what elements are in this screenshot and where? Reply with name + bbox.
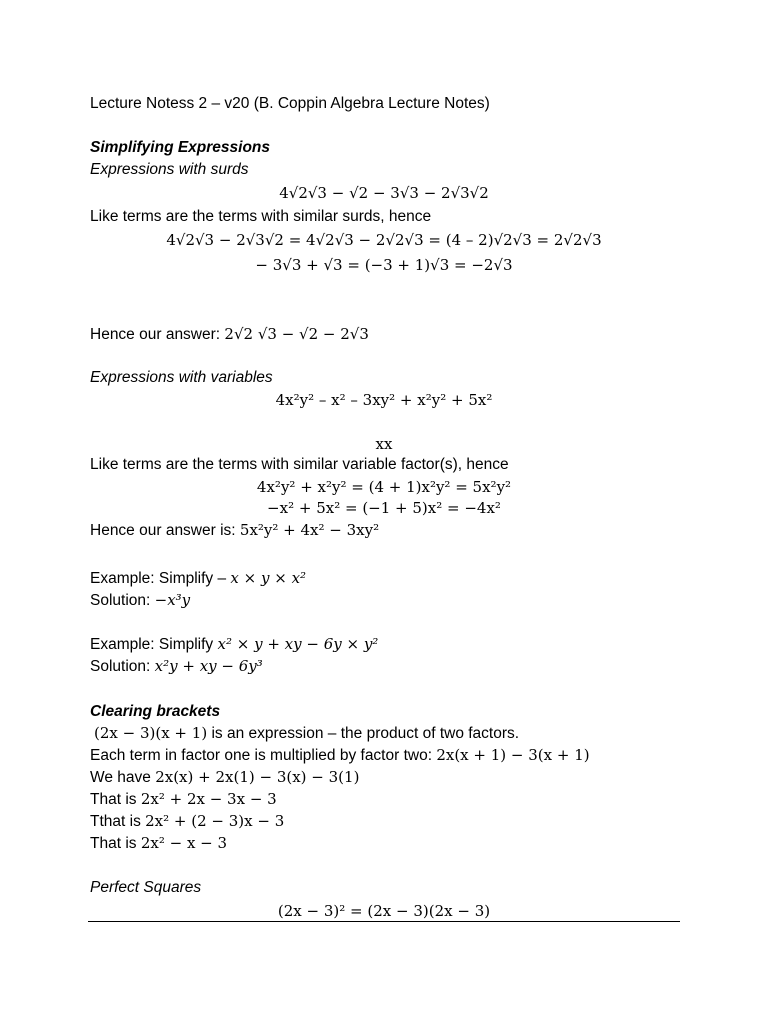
- surd-expression: 4√2√3 − √2 − 3√3 − 2√3√2: [279, 184, 489, 202]
- variable-answer: 5x²y² + 4x² − 3xy²: [239, 521, 380, 539]
- bottom-divider: [88, 921, 680, 922]
- variable-step-1: 4x²y² + x²y² = (4 + 1)x²y² = 5x²y²: [256, 478, 512, 496]
- example-2-label: Example: Simplify: [90, 636, 214, 653]
- example-1-solution-line: [90, 590, 190, 611]
- brackets-line-5-expression: 2x² + (2 − 3)x − 3: [145, 812, 285, 830]
- example-2-solution-label: Solution:: [90, 658, 151, 675]
- example-1-solution-label: Solution:: [90, 592, 151, 609]
- surd-step-2: − 3√3 + √3 = (−3 + 1)√3 = −2√3: [255, 256, 513, 274]
- brackets-line-2: [90, 745, 590, 766]
- example-2-line: [90, 634, 378, 655]
- subheading-perfect-squares: Perfect Squares: [90, 879, 202, 896]
- surd-answer-label: Hence our answer:: [90, 326, 221, 343]
- example-1-label: Example: Simplify –: [90, 570, 227, 587]
- subheading-variables: Expressions with variables: [90, 369, 273, 386]
- example-2-solution-line: [90, 656, 263, 677]
- brackets-line-3-expression: 2x(x) + 2x(1) − 3(x) − 3(1): [155, 768, 360, 786]
- brackets-line-1-expression: (2x − 3)(x + 1): [94, 724, 208, 742]
- page-title: Lecture Notess 2 – v20 (B. Coppin Algebra Lecture Notes): [90, 95, 490, 112]
- perfect-square-expression: (2x − 3)² = (2x − 3)(2x − 3): [277, 902, 491, 920]
- brackets-line-1-text: is an expression – the product of two factors.: [211, 725, 520, 742]
- brackets-line-4-expression: 2x² + 2x − 3x − 3: [140, 790, 277, 808]
- brackets-line-2-expression: 2x(x + 1) − 3(x + 1): [436, 746, 590, 764]
- marker-text: xx: [375, 435, 393, 453]
- variable-answer-line: [90, 520, 379, 541]
- example-2-solution: x²y + xy − 6y³: [154, 657, 263, 675]
- example-1-line: [90, 568, 306, 589]
- brackets-line-4-text: That is: [90, 791, 137, 808]
- example-1-solution: −x³y: [154, 591, 191, 609]
- surd-answer-line: [90, 324, 369, 345]
- example-1-expression: x × y × x²: [230, 569, 307, 587]
- brackets-line-3: [90, 767, 359, 788]
- subheading-surds: Expressions with surds: [90, 161, 249, 178]
- brackets-line-6-text: That is: [90, 835, 137, 852]
- example-2-expression: x² × y + xy − 6y × y²: [217, 635, 379, 653]
- brackets-line-5-text: Tthat is: [90, 813, 141, 830]
- brackets-line-4: [90, 789, 277, 810]
- variable-answer-label: Hence our answer is:: [90, 522, 236, 539]
- brackets-line-3-text: We have: [90, 769, 151, 786]
- variable-like-terms-text: Like terms are the terms with similar variable factor(s), hence: [90, 456, 509, 473]
- section-heading-brackets: Clearing brackets: [90, 703, 221, 720]
- brackets-line-1: [94, 723, 519, 744]
- brackets-line-6-expression: 2x² − x − 3: [140, 834, 228, 852]
- section-heading-simplifying: Simplifying Expressions: [90, 139, 271, 156]
- variable-step-2: −x² + 5x² = (−1 + 5)x² = −4x²: [267, 499, 501, 517]
- brackets-line-5: [90, 811, 284, 832]
- surd-step-1: 4√2√3 − 2√3√2 = 4√2√3 − 2√2√3 = (4 – 2)√2√3 = 2√2√3: [166, 231, 602, 249]
- surd-like-terms-text: Like terms are the terms with similar surds, hence: [90, 208, 432, 225]
- surd-answer: 2√2 √3 − √2 − 2√3: [224, 325, 369, 343]
- brackets-line-6: [90, 833, 227, 854]
- brackets-line-2-text: Each term in factor one is multiplied by factor two:: [90, 747, 433, 764]
- variable-expression: 4x²y² – x² – 3xy² + x²y² + 5x²: [275, 391, 493, 409]
